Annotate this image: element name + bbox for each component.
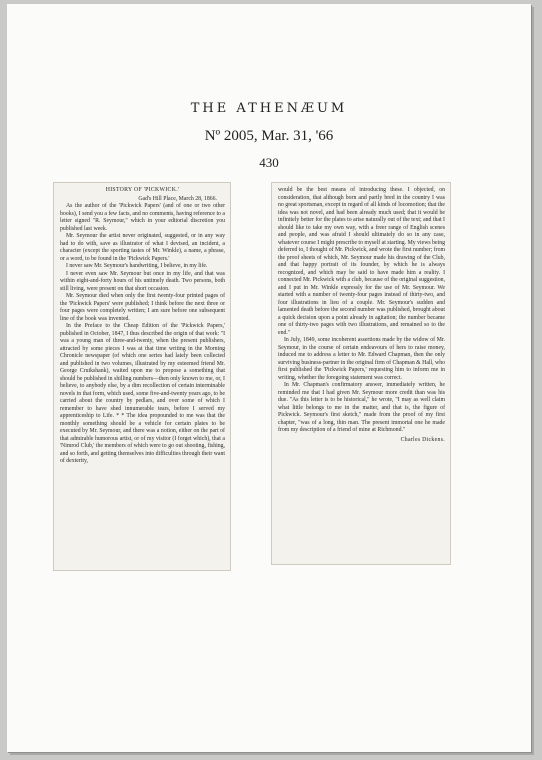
- journal-masthead: THE ATHENÆUM: [190, 101, 348, 116]
- article-dateline: Gad's Hill Place, March 28, 1866.: [138, 195, 217, 202]
- author-signature: Charles Dickens.: [400, 436, 445, 443]
- paragraph: I never saw Mr. Seymour's handwriting, I believe, in my life.: [66, 263, 208, 269]
- article-column-left: [53, 182, 231, 571]
- paragraph: In July, 1849, some incoherent assertions made by the widow of Mr. Seymour, in the course of certain endeavours of hers to raise money, induced me to address a letter to Mr. Edward Chapman, then the only surviving business-partner in the original firm of Chapman & Hall, who first published the 'Pickwick Papers,' requesting him to inform me in writing, whether the foregoing statement was correct.: [278, 337, 445, 381]
- document-page: [7, 4, 531, 752]
- paragraph: I never even saw Mr. Seymour but once in my life, and that was within eight-and-forty hours of his untimely death. Two persons, both still living, were present on that short occasion.: [60, 270, 225, 292]
- article-column-right: [271, 182, 451, 565]
- paragraph: Mr. Seymour died when only the first twenty-four printed pages of the 'Pickwick Papers' were published; I think before the next three or four pages were completely written; I am sure before one subsequent line of the book was invented.: [60, 293, 225, 322]
- paragraph: In Mr. Chapman's confirmatory answer, immediately written, he reminded me that I had given Mr. Seymour more credit than was his due. "As this letter is to be historical," he wrote, "I may as well claim what little belongs to me in the matter, and that is, the figure of Pickwick. Seymour's first sketch," made from the proof of my first chapter, "was of a long, thin man. The present immortal one he made from my description of a friend of mine at Richmond.": [278, 382, 445, 433]
- paragraph: would be the best means of introducing these. I objected, on consideration, that although born and partly bred in the country I was no great sportsman, except in regard of all kinds of locomotion; that the idea was not novel, and had been already much used; that it would be infinitely better for the plates to arise naturally out of the text; and that I should like to take my own way, with a freer range of English scenes and people, and was afraid I should ultimately do so in any case, whatever course I might prescribe to myself at starting. My views being deferred to, I thought of Mr. Pickwick, and wrote the first number; from the proof sheets of which, Mr. Seymour made his drawing of the Club, and that happy portrait of its founder, by which he is always recognized, and which may be said to have made him a reality. I connected Mr. Pickwick with a club, because of the original suggestion, and I put in Mr. Winkle expressly for the use of Mr. Seymour. We started with a number of twenty-four pages instead of thirty-two, and four illustrations in lieu of a couple. Mr. Seymour's sudden and lamented death before the second number was published, brought about a quick decision upon a point already in agitation; the number became one of thirty-two pages with two illustrations, and remained so to the end.": [278, 187, 445, 336]
- page-number: 430: [259, 155, 279, 170]
- issue-line: Nº 2005, Mar. 31, '66: [204, 128, 334, 144]
- paragraph: Mr. Seymour the artist never originated, suggested, or in any way had to do with, save as illustrator of what I devised, an incident, a character (except the sporting tastes of Mr. Winkle), a name, a phrase, or a word, to be found in the 'Pickwick Papers.': [60, 233, 225, 262]
- paragraph: In the Preface to the Cheap Edition of the 'Pickwick Papers,' published in October, 1847, I thus described the origin of that work: "I was a young man of three-and-twenty, when the present publishers, attracted by some pieces I was at that time writing in the Morning Chronicle newspaper (of which one series had lately been collected and published in two volumes, illustrated by my esteemed friend Mr. George Cruikshank), waited upon me to propose a something that should be published in shilling numbers—then only known to me, or, I believe, to anybody else, by a dim recollection of certain interminable novels in that form, which used, some five-and-twenty years ago, to be carried about the country by pedlars, and over some of which I remember to have shed innumerable tears, before I served my apprenticeship to Life. * * The idea propounded to me was that the monthly something should be a vehicle for certain plates to be executed by Mr. Seymour, and there was a notion, either on the part of that admirable humorous artist, or of my visitor (I forget which), that a 'Nimrod Club,' the members of which were to go out shooting, fishing, and so forth, and getting themselves into difficulties through their want of dexterity,: [60, 323, 225, 464]
- paragraph: As the author of the 'Pickwick Papers' (and of one or two other books), I send you a few facts, and no comments, having reference to a letter signed "R. Seymour," which in your editorial discretion you published last week.: [60, 203, 225, 232]
- article-heading: HISTORY OF 'PICKWICK.': [105, 187, 180, 193]
